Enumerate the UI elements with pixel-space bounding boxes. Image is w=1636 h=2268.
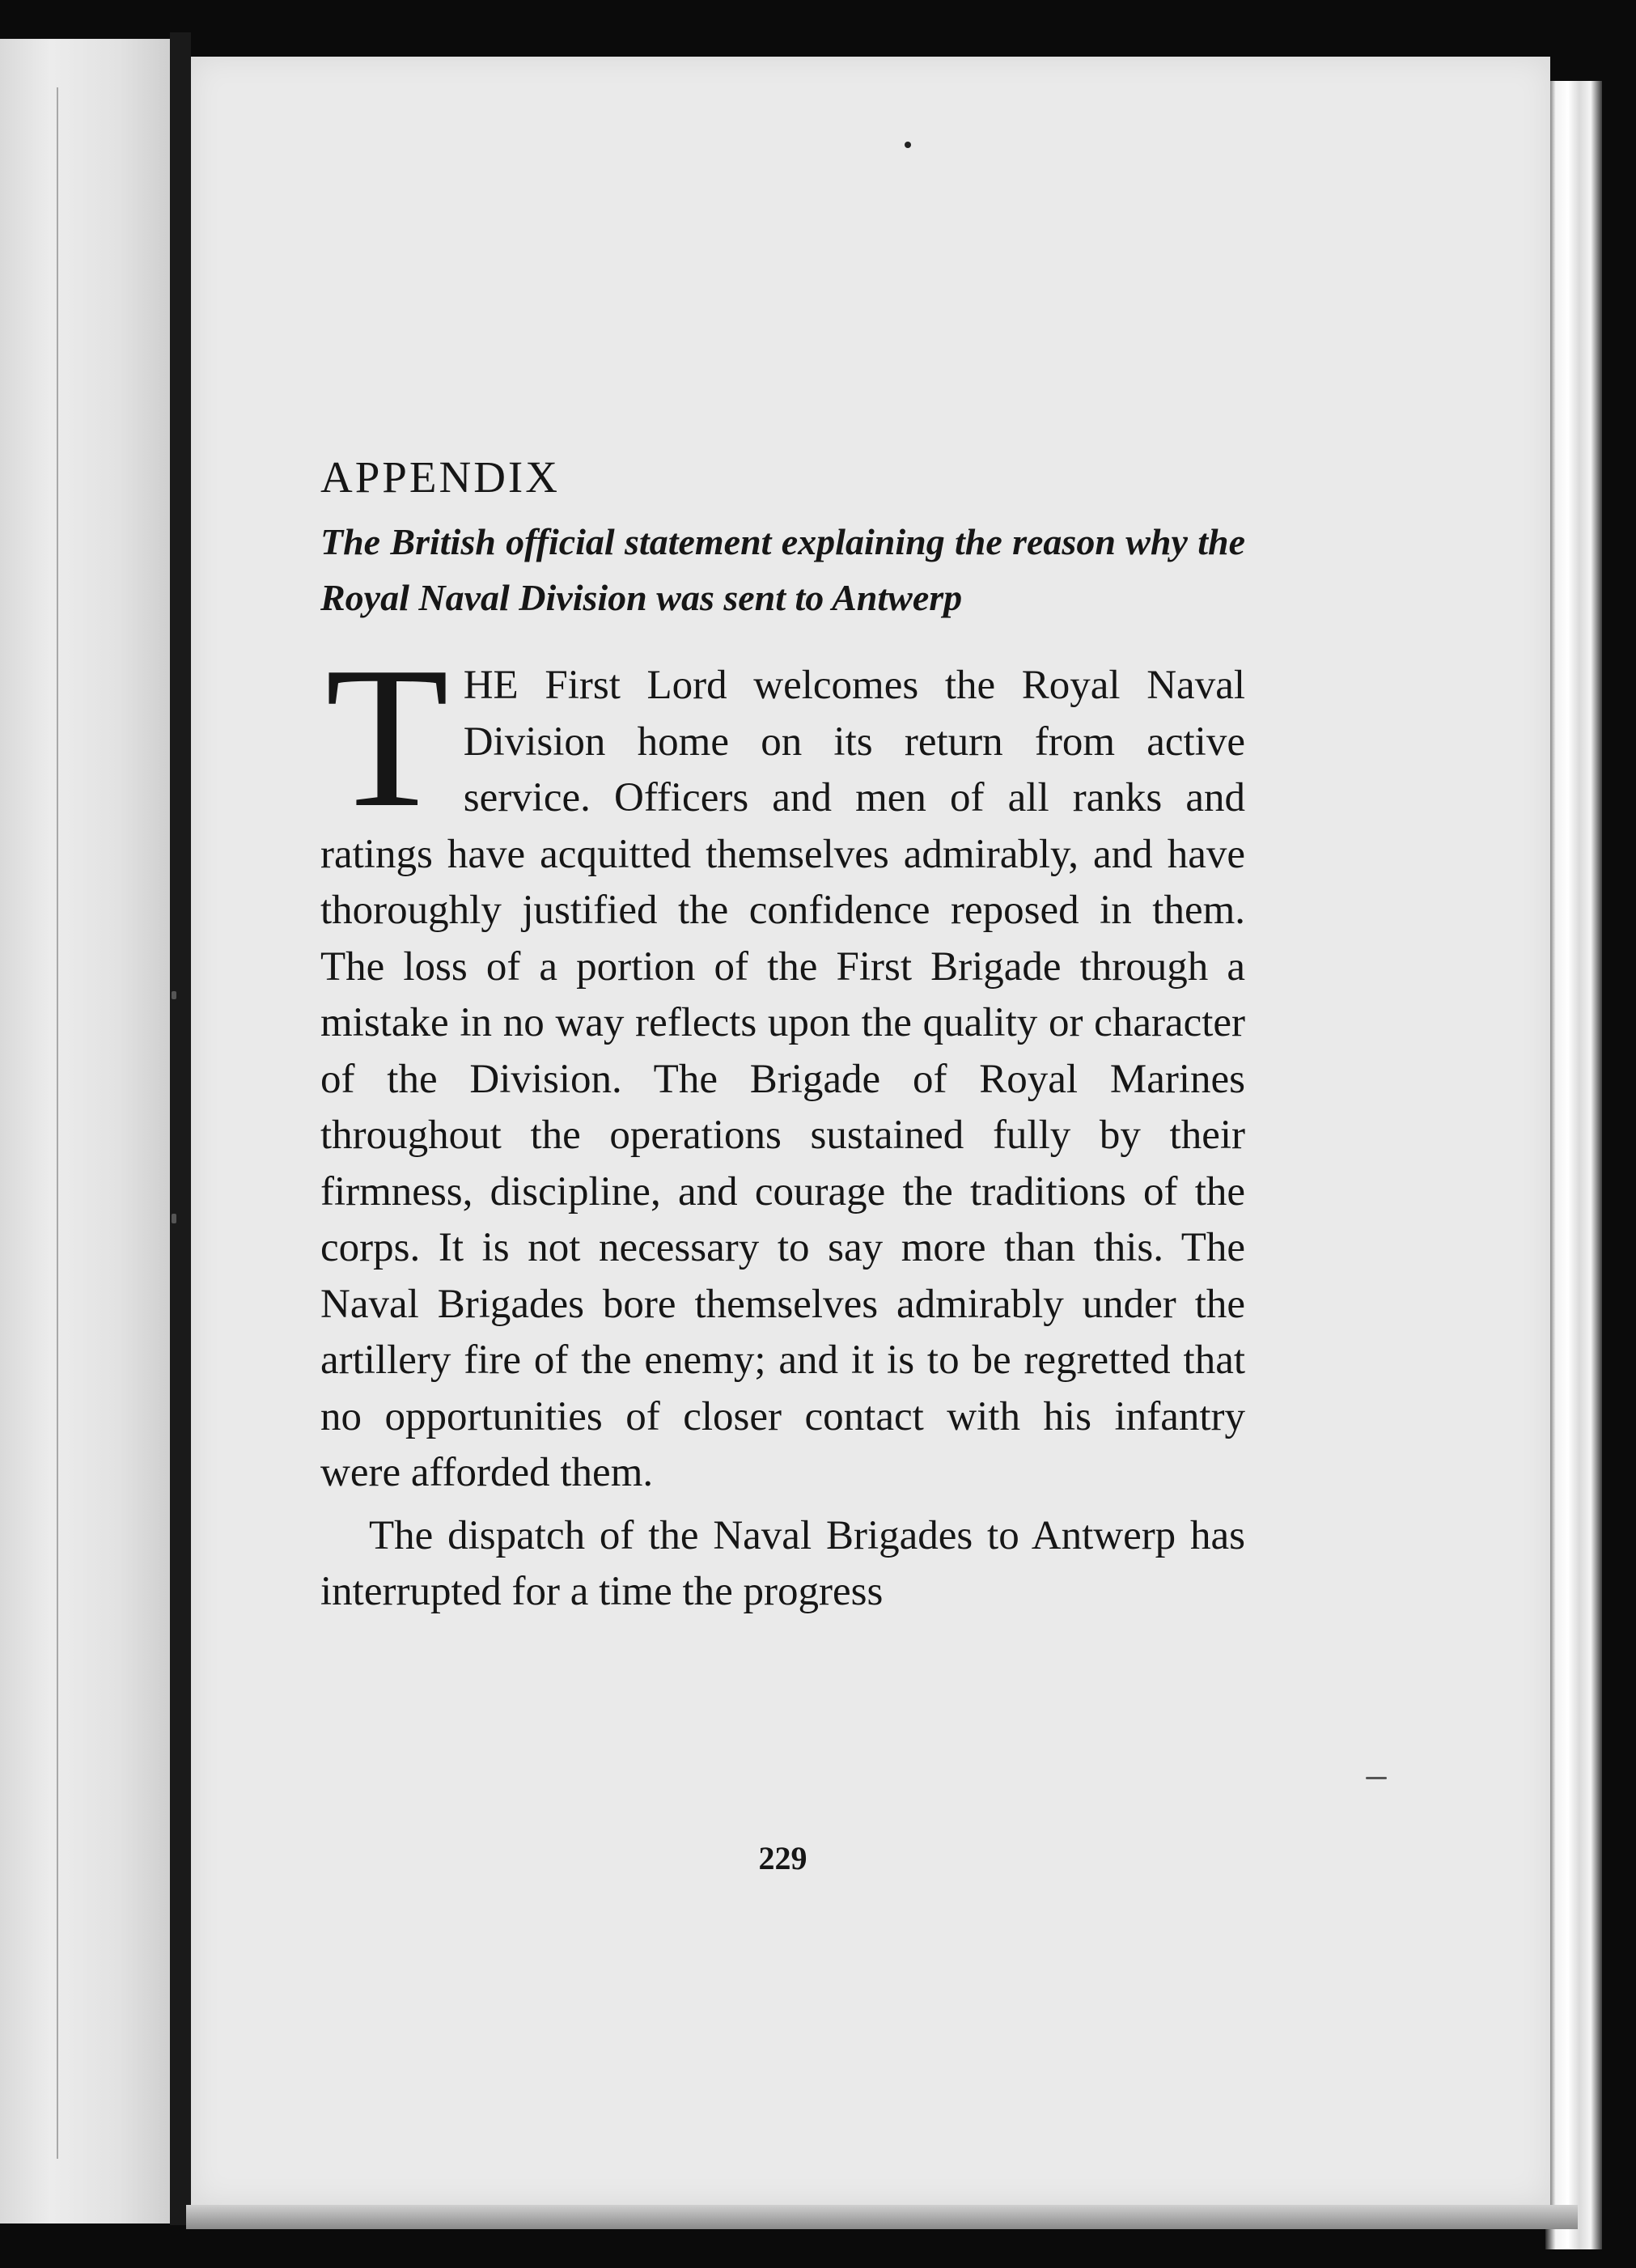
appendix-heading: APPENDIX — [320, 452, 560, 502]
page-number: 229 — [758, 1840, 807, 1876]
drop-cap: T — [325, 625, 449, 850]
page-text-block — [320, 449, 1245, 1876]
paragraph-2: The dispatch of the Naval Brigades to Antwerp has interrupted for a time the progress — [320, 1512, 1245, 1614]
facing-page-rule — [57, 87, 58, 2159]
scan-speck — [172, 991, 176, 999]
book-page — [191, 57, 1550, 2205]
page-stack-edge — [1545, 81, 1602, 2249]
paragraph-1 — [320, 625, 1245, 1502]
scan-speck — [905, 142, 911, 148]
appendix-subtitle: The British official statement explaining the reason why the Royal Naval Division was sent to Antwerp — [320, 521, 1245, 618]
book-gutter — [170, 32, 191, 2225]
paragraph-1-text: HE First Lord welcomes the Royal Naval Division home on its return from active service. Officers and men of all ranks and ratings have acquitted themselves admirably, and have thoroughly justified the confidence reposed in them. The loss of a portion of the First Brigade through a mistake in no way reflects upon the quality or character of the Division. The Brigade of Royal Marines throughout the operations sustained fully by their firmness, discipline, and courage the traditions of the corps. It is not necessary to say more than this. The Naval Brigades bore themselves admirably under the artillery fire of the enemy; and it is to be regretted that no opportunities of closer contact with his infantry were afforded them. — [320, 663, 1245, 1495]
page-bottom-edge — [186, 2205, 1578, 2229]
scan-speck — [172, 1214, 176, 1223]
facing-page-edge — [0, 39, 170, 2223]
scan-speck — [1366, 1777, 1387, 1779]
